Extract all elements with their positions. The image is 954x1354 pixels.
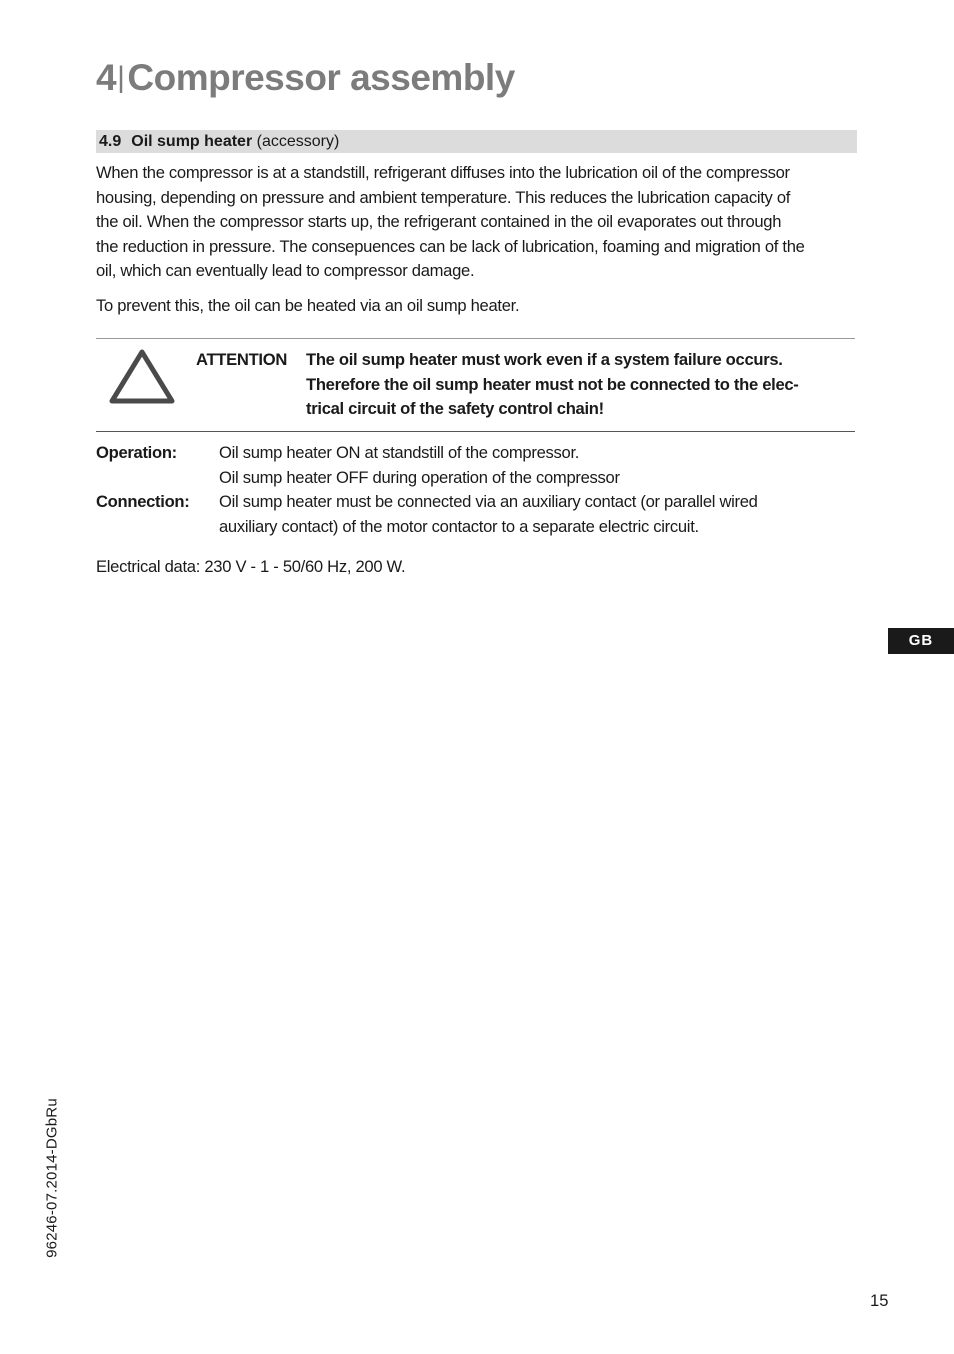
language-tab: GB xyxy=(888,628,954,654)
attention-message xyxy=(306,348,851,422)
operation-line: Oil sump heater OFF during operation of the compressor xyxy=(219,467,620,487)
electrical-data: Electrical data: 230 V - 1 - 50/60 Hz, 200 W. xyxy=(96,557,406,576)
chapter-number: 4 xyxy=(96,57,117,98)
paragraph-line: When the compressor is at a standstill, refrigerant diffuses into the lubrication oil of the compressor xyxy=(96,163,790,182)
page-number: 15 xyxy=(870,1291,889,1310)
operation-text xyxy=(219,441,849,490)
section-heading xyxy=(96,130,857,153)
connection-text xyxy=(219,490,849,539)
section-title: Oil sump heater xyxy=(131,133,253,150)
operation-line: Oil sump heater ON at standstill of the compressor. xyxy=(219,443,580,462)
attention-line: Therefore the oil sump heater must not be connected to the elec- xyxy=(306,374,799,394)
paragraph-line: oil, which can eventually lead to compressor damage. xyxy=(96,261,475,281)
intro-paragraph xyxy=(96,161,855,284)
paragraph-line: the reduction in pressure. The consepuences can be lack of lubrication, foaming and migration of the xyxy=(96,236,805,256)
connection-line: Oil sump heater must be connected via an auxiliary contact (or parallel wired xyxy=(219,492,758,511)
attention-line: The oil sump heater must work even if a system failure occurs. xyxy=(306,350,783,369)
chapter-separator: | xyxy=(117,61,125,94)
attention-label: ATTENTION xyxy=(196,350,288,369)
connection-line: auxiliary contact) of the motor contactor to a separate electric circuit. xyxy=(219,516,699,536)
chapter-title-text: Compressor assembly xyxy=(127,57,515,98)
paragraph-line: the oil. When the compressor starts up, the refrigerant contained in the oil evaporates out through xyxy=(96,212,782,232)
section-qualifier: (accessory) xyxy=(256,133,340,150)
prevention-paragraph: To prevent this, the oil can be heated via an oil sump heater. xyxy=(96,296,520,315)
warning-triangle-icon xyxy=(108,347,176,405)
operation-label: Operation: xyxy=(96,443,177,462)
attention-bottom-rule xyxy=(96,431,855,432)
attention-line: trical circuit of the safety control chain! xyxy=(306,399,604,419)
attention-top-rule xyxy=(96,338,855,339)
document-code-text: 96246-07.2014-DGbRu xyxy=(43,1098,61,1258)
connection-label: Connection: xyxy=(96,492,190,511)
section-number: 4.9 xyxy=(99,133,122,150)
paragraph-line: housing, depending on pressure and ambient temperature. This reduces the lubrication capacity of xyxy=(96,187,791,207)
chapter-title xyxy=(96,54,515,105)
